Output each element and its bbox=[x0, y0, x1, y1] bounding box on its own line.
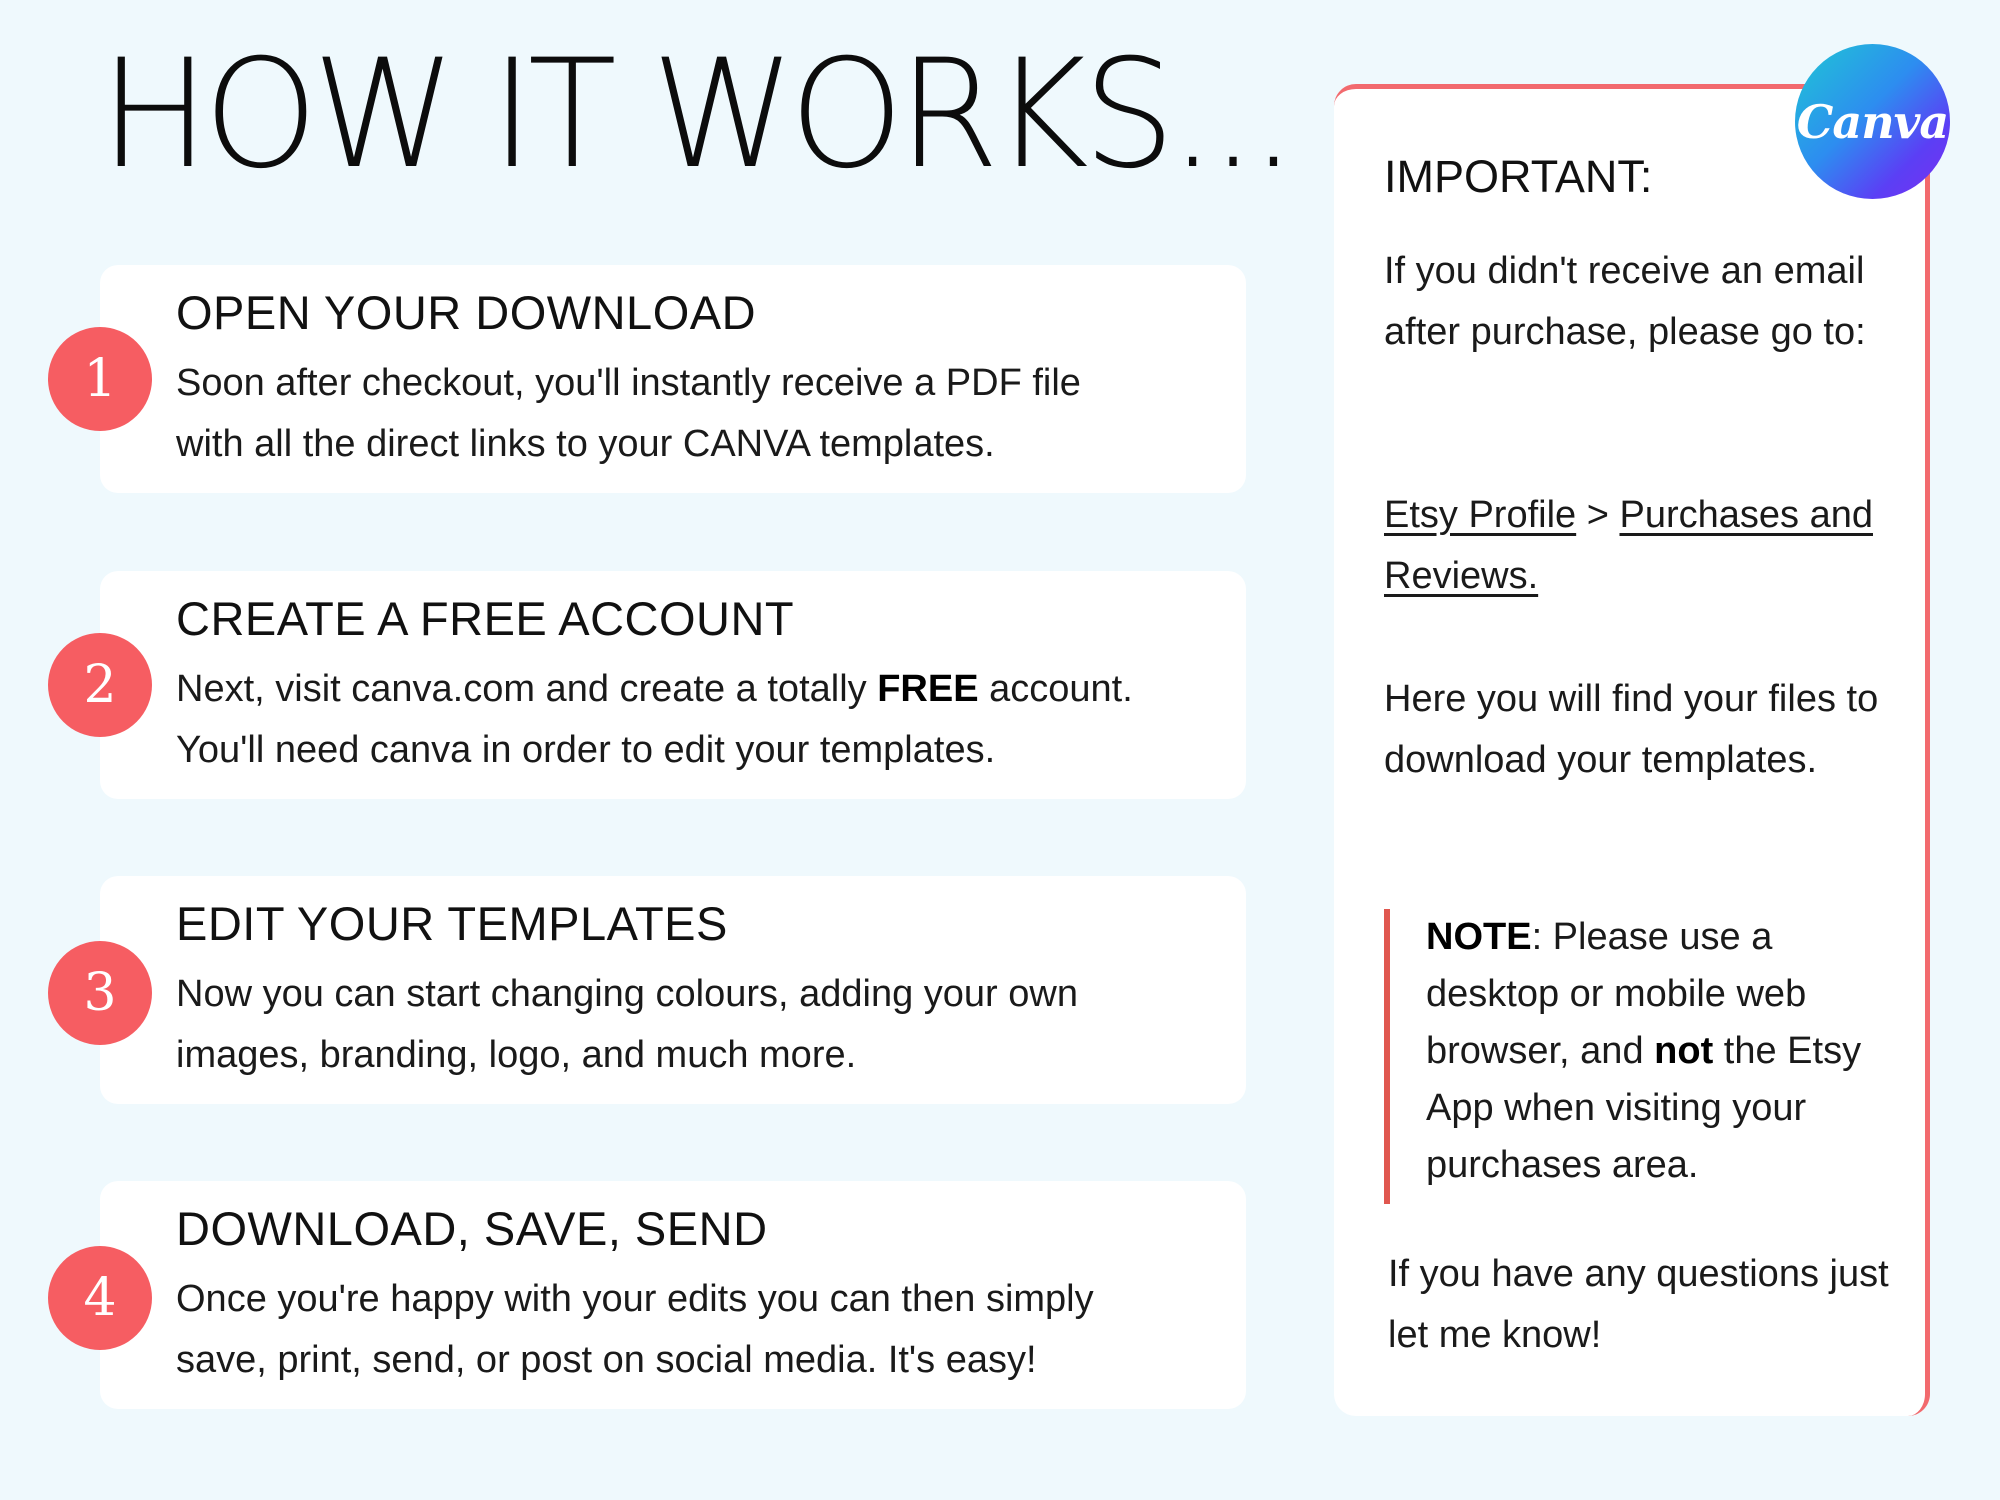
step-title: EDIT YOUR TEMPLATES bbox=[176, 897, 728, 950]
step-card-create-account bbox=[83, 571, 1246, 799]
step-description-line: Now you can start changing colours, adding your own bbox=[176, 973, 1078, 1015]
step-description bbox=[176, 353, 1236, 475]
step-description-line: with all the direct links to your CANVA templates. bbox=[176, 423, 995, 465]
step-title: OPEN YOUR DOWNLOAD bbox=[176, 286, 757, 339]
step-card-open-download bbox=[83, 265, 1246, 493]
important-info-card bbox=[1334, 84, 1930, 1416]
step-description-line: images, branding, logo, and much more. bbox=[176, 1034, 857, 1076]
etsy-profile-link[interactable]: Etsy Profile bbox=[1384, 494, 1577, 536]
step-title: DOWNLOAD, SAVE, SEND bbox=[176, 1202, 768, 1255]
note-label: NOTE bbox=[1426, 916, 1532, 958]
step-description-line: save, print, send, or post on social media. It's easy! bbox=[176, 1339, 1037, 1381]
files-location-text: Here you will find your files to download your templates. bbox=[1384, 678, 1879, 781]
step-description bbox=[176, 964, 1236, 1086]
step-card-edit-templates bbox=[83, 876, 1246, 1104]
step-description bbox=[176, 1269, 1236, 1391]
path-separator: > bbox=[1576, 494, 1620, 536]
step-description-line: Soon after checkout, you'll instantly receive a PDF file bbox=[176, 362, 1081, 404]
purchases-and-reviews-link[interactable]: Purchases and Reviews. bbox=[1384, 494, 1873, 597]
step-number-badge: 2 bbox=[48, 633, 152, 737]
important-heading: IMPORTANT: bbox=[1384, 151, 1653, 202]
step-description-line: Once you're happy with your edits you can then simply bbox=[176, 1278, 1094, 1320]
questions-text: If you have any questions just let me know! bbox=[1388, 1253, 1889, 1356]
step-card-download-save-send bbox=[83, 1181, 1246, 1409]
step-title: CREATE A FREE ACCOUNT bbox=[176, 592, 795, 645]
page-title: HOW IT WORKS... bbox=[100, 28, 1291, 202]
step-number-badge: 4 bbox=[48, 1246, 152, 1350]
purchases-path bbox=[1384, 485, 1894, 607]
note-emphasis: not bbox=[1654, 1030, 1714, 1072]
step-description-text: Next, visit canva.com and create a totally bbox=[176, 668, 878, 710]
step-description-text: account. bbox=[978, 668, 1133, 710]
note-text: : Please use a desktop or mobile web browser, and bbox=[1426, 916, 1807, 1072]
note-text: the Etsy App when visiting your purchases area. bbox=[1426, 1030, 1862, 1186]
free-emphasis: FREE bbox=[877, 668, 979, 710]
step-number-badge: 1 bbox=[48, 327, 152, 431]
no-email-instructions: If you didn't receive an email after purchase, please go to: bbox=[1384, 250, 1866, 353]
step-description bbox=[176, 659, 1236, 781]
canva-logo: Canva bbox=[1795, 44, 1950, 199]
step-number-badge: 3 bbox=[48, 941, 152, 1045]
note-callout bbox=[1384, 909, 1894, 1204]
step-description-line: You'll need canva in order to edit your templates. bbox=[176, 729, 996, 771]
